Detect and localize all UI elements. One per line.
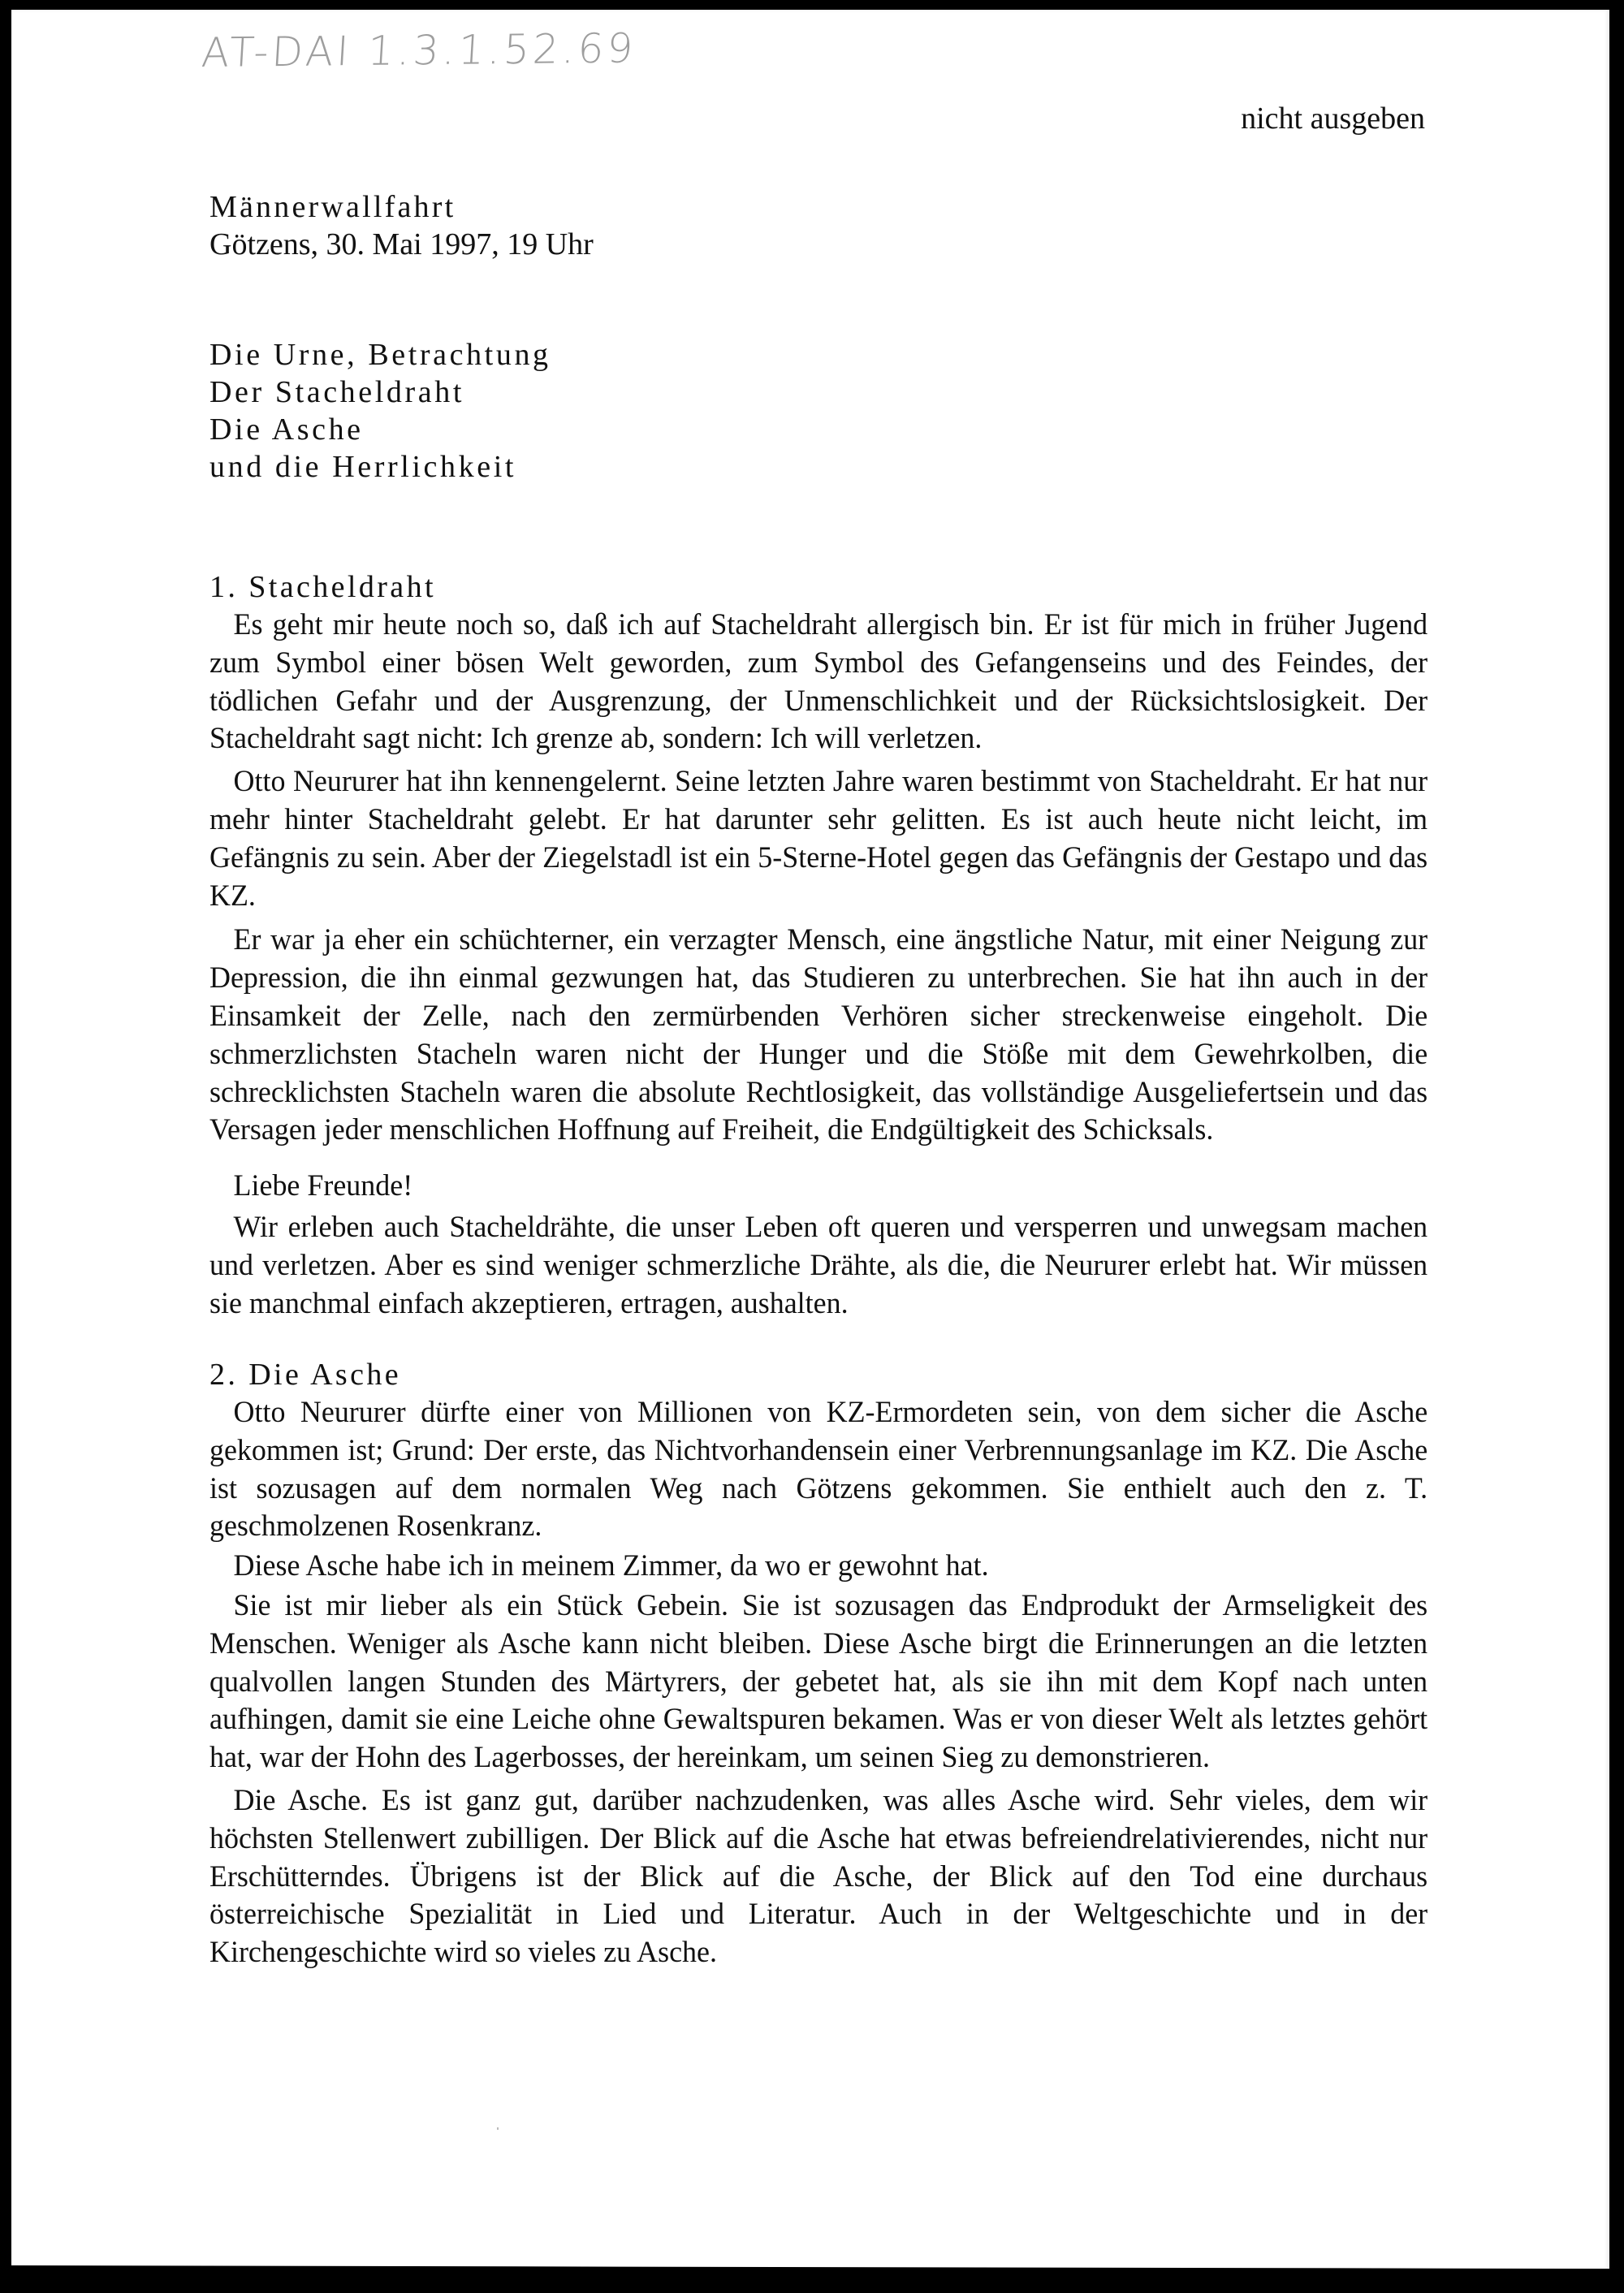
title-line: und die Herrlichkeit	[209, 450, 517, 484]
section-asche	[209, 1356, 1427, 1971]
event-place-date: Götzens, 30. Mai 1997, 19 Uhr	[209, 227, 594, 261]
paragraph: Sie ist mir lieber als ein Stück Gebein. Sie ist sozusagen das Endprodukt der Armseligkeit des Menschen. Weniger als Asche kann nicht bleiben. Diese Asche birgt die Erinnerungen an die letzten qualvollen langen Stunden des Märtyrers, der gebetet hat, als sie ihn mit dem Kopf nach unten aufhingen, damit sie eine Leiche ohne Gewaltspuren bekamen. Was er von dieser Welt als letztes gehört hat, war der Hohn des Lagerbosses, der hereinkam, um seinen Sieg zu demonstrieren.	[209, 1587, 1428, 1774]
section-stacheldraht	[209, 568, 1427, 1322]
paragraph: Die Asche. Es ist ganz gut, darüber nachzudenken, was alles Asche wird. Sehr vieles, dem wir höchsten Stellenwert zubilligen. Der Blick auf die Asche hat etwas befreiendrelativierendes, nicht nur Erschütterndes. Übrigens ist der Blick auf die Asche, der Blick auf den Tod eine durchaus österreichische Spezialität in Lied und Literatur. Auch in der Weltgeschichte und in der Kirchengeschichte wird so vieles zu Asche.	[209, 1782, 1428, 1969]
paragraph: Er war ja eher ein schüchterner, ein verzagter Mensch, eine ängstliche Natur, mit einer Neigung zur Depression, die ihn einmal gezwungen hat, das Studieren zu unterbrechen. Sie hat ihn auch in der Einsamkeit der Zelle, nach den zermürbenden Verhören sicher streckenweise eingeholt. Die schmerzlichsten Stacheln waren nicht der Hunger und die Stöße mit dem Gewehrkolben, die schrecklichsten Stacheln waren die absolute Rechtlosigkeit, das vollständige Ausgeliefertsein und das Versagen jeder menschlichen Hoffnung auf Freiheit, die Endgültigkeit des Schicksals.	[209, 922, 1428, 1146]
distribution-note: nicht ausgeben	[1241, 101, 1425, 136]
title-line: Die Asche	[209, 412, 364, 447]
section-heading: 2. Die Asche	[209, 1358, 402, 1392]
paragraph: Es geht mir heute noch so, daß ich auf Stacheldraht allergisch bin. Er ist für mich in früher Jugend zum Symbol einer bösen Welt geworden, zum Symbol des Gefangenseins und des Feindes, der tödlichen Gefahr und der Ausgrenzung, der Unmenschlichkeit und der Rücksichtslosigkeit. Der Stacheldraht sagt nicht: Ich grenze ab, sondern: Ich will verletzen.	[209, 607, 1428, 755]
scan-border-bottom	[11, 2265, 1609, 2293]
section-heading: 1. Stacheldraht	[209, 570, 436, 604]
title-line: Die Urne, Betrachtung	[209, 338, 551, 372]
archive-signature-handwritten: AT-DAI 1.3.1.52.69	[200, 24, 638, 77]
paragraph: Diese Asche habe ich in meinem Zimmer, da wo er gewohnt hat.	[233, 1548, 989, 1583]
salutation: Liebe Freunde!	[233, 1168, 413, 1203]
scan-speck	[497, 2127, 499, 2130]
event-header	[209, 188, 594, 263]
paragraph: Otto Neururer hat ihn kennengelernt. Seine letzten Jahre waren bestimmt von Stacheldraht. Er hat nur mehr hinter Stacheldraht gelebt. Er hat darunter sehr gelitten. Es ist auch heute nicht leicht, im Gefängnis zu sein. Aber der Ziegelstadl ist ein 5-Sterne-Hotel gegen das Gefängnis der Gestapo und das KZ.	[209, 764, 1428, 912]
sermon-title-block	[209, 336, 551, 486]
event-title: Männerwallfahrt	[209, 190, 456, 224]
paragraph: Wir erleben auch Stacheldrähte, die unser Leben oft queren und versperren und unwegsam machen und verletzen. Aber es sind weniger schmerzliche Drähte, als die, die Neururer erlebt hat. Wir müssen sie manchmal einfach akzeptieren, ertragen, aushalten.	[209, 1209, 1428, 1319]
paragraph: Otto Neururer dürfte einer von Millionen von KZ-Ermordeten sein, von dem sicher die Asche gekommen ist; Grund: Der erste, das Nichtvorhandensein einer Verbrennungsanlage im KZ. Die Asche ist sozusagen auf dem normalen Weg nach Götzens gekommen. Sie enthielt auch den z. T. geschmolzenen Rosenkranz.	[209, 1395, 1428, 1543]
title-line: Der Stacheldraht	[209, 375, 464, 409]
